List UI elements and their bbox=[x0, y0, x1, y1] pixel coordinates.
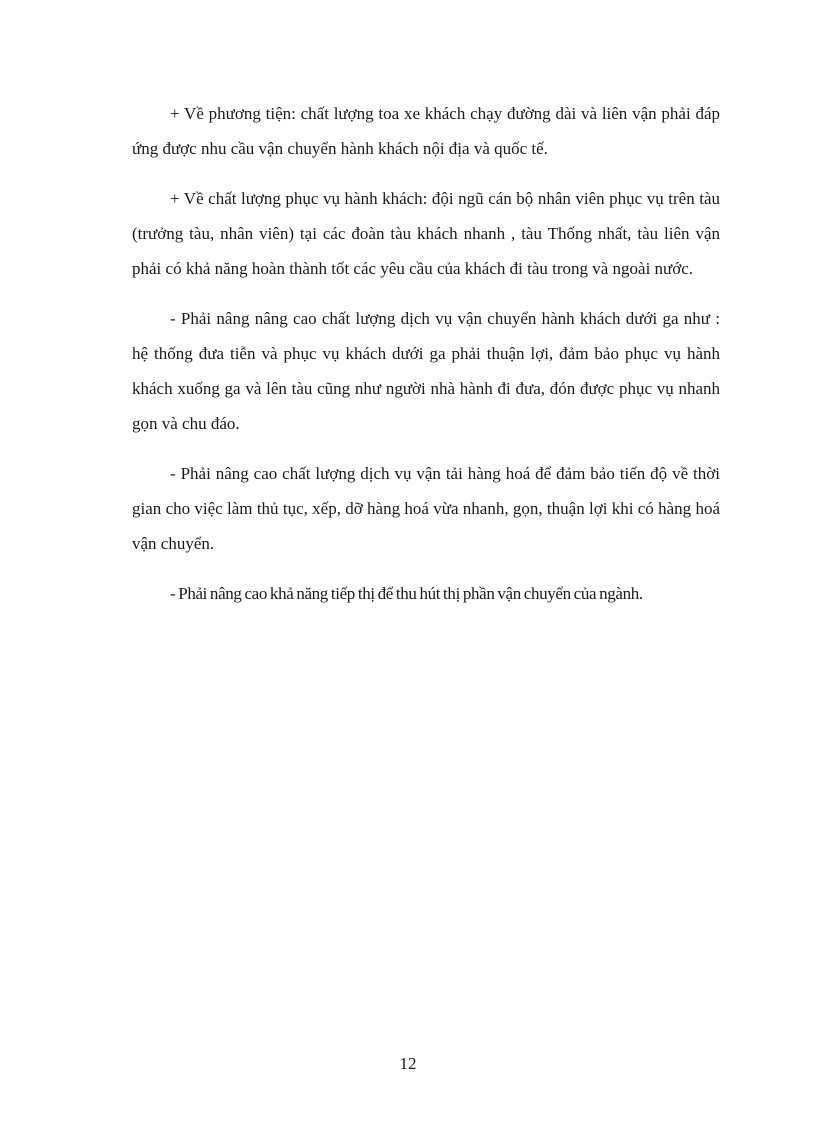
page-number: 12 bbox=[399, 1054, 417, 1073]
paragraph-freight-service: - Phải nâng cao chất lượng dịch vụ vận tải hàng hoá để đảm bảo tiến độ về thời gian cho việc làm thủ tục, xếp, dỡ hàng hoá vừa nhanh, gọn, thuận lợi khi có hàng hoá vận chuyển. bbox=[132, 464, 720, 553]
body-text bbox=[132, 96, 720, 626]
paragraph-station-service: - Phải nâng nâng cao chất lượng dịch vụ vận chuyển hành khách dưới ga như : hệ thống đưa tiễn và phục vụ khách dưới ga phải thuận lợi, đảm bảo phục vụ hành khách xuống ga và lên tàu cũng như người nhà hành đi đưa, đón được phục vụ nhanh gọn và chu đáo. bbox=[132, 309, 720, 433]
paragraph-vehicles: + Về phương tiện: chất lượng toa xe khách chạy đường dài và liên vận phải đáp ứng được nhu cầu vận chuyển hành khách nội địa và quốc tế. bbox=[132, 104, 720, 158]
paragraph-marketing: - Phải nâng cao khả năng tiếp thị để thu hút thị phần vận chuyển của ngành. bbox=[170, 584, 643, 603]
paragraph-passenger-service: + Về chất lượng phục vụ hành khách: đội ngũ cán bộ nhân viên phục vụ trên tàu (trưởng tàu, nhân viên) tại các đoàn tàu khách nhanh , tàu Thống nhất, tàu liên vận phải có khả năng hoàn thành tốt các yêu cầu của khách đi tàu trong và ngoài nước. bbox=[132, 189, 720, 278]
